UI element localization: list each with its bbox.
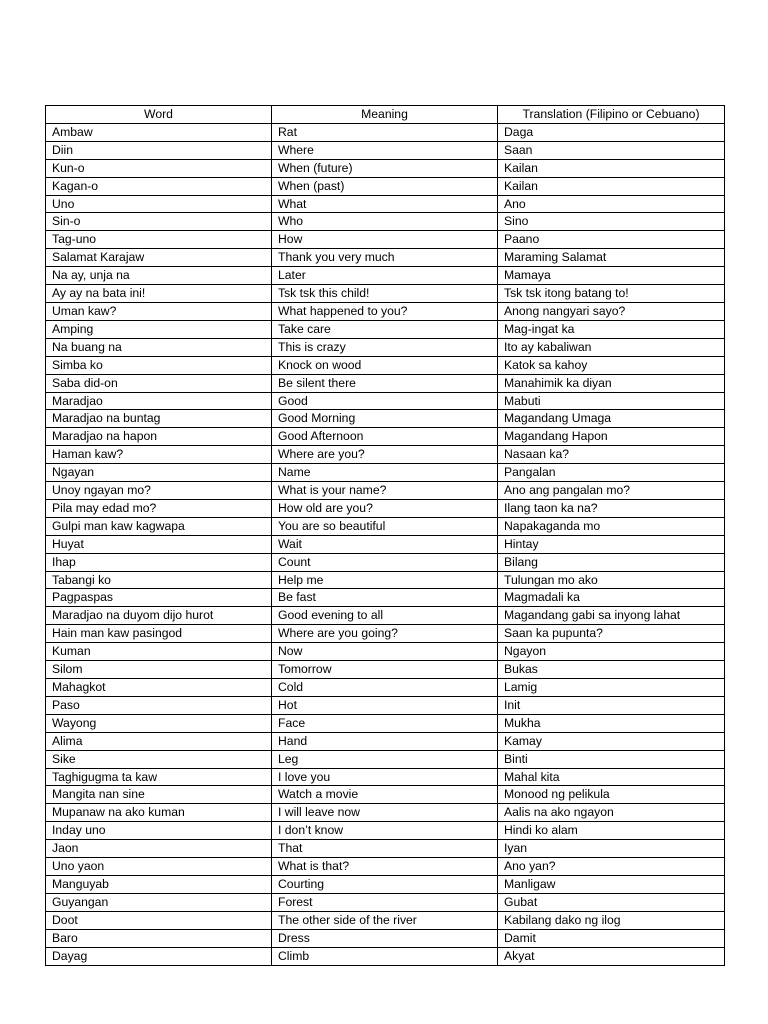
cell-translation: Katok sa kahoy <box>498 356 725 374</box>
cell-translation: Saan ka pupunta? <box>498 625 725 643</box>
table-row <box>46 768 725 786</box>
cell-word: Ambaw <box>46 123 272 141</box>
cell-word: Sike <box>46 750 272 768</box>
table-row <box>46 679 725 697</box>
cell-translation: Hintay <box>498 535 725 553</box>
cell-meaning: Name <box>272 464 498 482</box>
cell-word: Jaon <box>46 840 272 858</box>
cell-meaning: Good evening to all <box>272 607 498 625</box>
cell-word: Saba did-on <box>46 374 272 392</box>
table-row <box>46 822 725 840</box>
cell-meaning: Now <box>272 643 498 661</box>
cell-meaning: Good <box>272 392 498 410</box>
cell-meaning: Watch a movie <box>272 786 498 804</box>
cell-meaning: Forest <box>272 893 498 911</box>
cell-meaning: Later <box>272 267 498 285</box>
cell-translation: Daga <box>498 123 725 141</box>
cell-word: Silom <box>46 661 272 679</box>
cell-word: Unoy ngayan mo? <box>46 482 272 500</box>
cell-translation: Kabilang dako ng ilog <box>498 911 725 929</box>
table-row <box>46 786 725 804</box>
cell-translation: Monood ng pelikula <box>498 786 725 804</box>
table-row <box>46 482 725 500</box>
header-row <box>46 106 725 124</box>
cell-word: Amping <box>46 320 272 338</box>
table-row <box>46 446 725 464</box>
cell-word: Manguyab <box>46 875 272 893</box>
cell-word: Taghigugma ta kaw <box>46 768 272 786</box>
cell-translation: Sino <box>498 213 725 231</box>
table-row <box>46 141 725 159</box>
table-row <box>46 195 725 213</box>
cell-meaning: Leg <box>272 750 498 768</box>
cell-meaning: That <box>272 840 498 858</box>
cell-meaning: What happened to you? <box>272 302 498 320</box>
cell-translation: Saan <box>498 141 725 159</box>
vocabulary-table <box>45 105 725 966</box>
table-row <box>46 947 725 965</box>
cell-word: Ay ay na bata ini! <box>46 285 272 303</box>
table-row <box>46 338 725 356</box>
cell-translation: Kailan <box>498 159 725 177</box>
cell-meaning: What is that? <box>272 858 498 876</box>
cell-translation: Init <box>498 696 725 714</box>
cell-translation: Maraming Salamat <box>498 249 725 267</box>
cell-translation: Manahimik ka diyan <box>498 374 725 392</box>
cell-meaning: Be fast <box>272 589 498 607</box>
cell-word: Na ay, unja na <box>46 267 272 285</box>
table-row <box>46 356 725 374</box>
table-row <box>46 464 725 482</box>
cell-meaning: Knock on wood <box>272 356 498 374</box>
cell-word: Hain man kaw pasingod <box>46 625 272 643</box>
cell-translation: Bilang <box>498 553 725 571</box>
cell-meaning: You are so beautiful <box>272 517 498 535</box>
table-row <box>46 535 725 553</box>
cell-word: Maradjao na hapon <box>46 428 272 446</box>
cell-meaning: Be silent there <box>272 374 498 392</box>
cell-translation: Magandang Hapon <box>498 428 725 446</box>
cell-word: Dayag <box>46 947 272 965</box>
cell-translation: Ngayon <box>498 643 725 661</box>
table-row <box>46 696 725 714</box>
cell-translation: Magandang Umaga <box>498 410 725 428</box>
table-body <box>46 123 725 965</box>
table-row <box>46 893 725 911</box>
cell-word: Uman kaw? <box>46 302 272 320</box>
cell-word: Alima <box>46 732 272 750</box>
table-row <box>46 410 725 428</box>
cell-meaning: Hot <box>272 696 498 714</box>
cell-word: Paso <box>46 696 272 714</box>
table-row <box>46 750 725 768</box>
cell-word: Ngayan <box>46 464 272 482</box>
cell-meaning: I will leave now <box>272 804 498 822</box>
cell-word: Baro <box>46 929 272 947</box>
cell-translation: Magandang gabi sa inyong lahat <box>498 607 725 625</box>
cell-translation: Akyat <box>498 947 725 965</box>
cell-word: Pila may edad mo? <box>46 499 272 517</box>
table-row <box>46 571 725 589</box>
cell-word: Pagpaspas <box>46 589 272 607</box>
cell-translation: Iyan <box>498 840 725 858</box>
cell-translation: Mahal kita <box>498 768 725 786</box>
table-row <box>46 123 725 141</box>
cell-translation: Hindi ko alam <box>498 822 725 840</box>
table-row <box>46 929 725 947</box>
table-row <box>46 499 725 517</box>
cell-translation: Kamay <box>498 732 725 750</box>
table-row <box>46 661 725 679</box>
cell-translation: Anong nangyari sayo? <box>498 302 725 320</box>
table-row <box>46 643 725 661</box>
cell-meaning: The other side of the river <box>272 911 498 929</box>
cell-word: Tabangi ko <box>46 571 272 589</box>
cell-word: Simba ko <box>46 356 272 374</box>
cell-word: Maradjao na duyom dijo hurot <box>46 607 272 625</box>
cell-meaning: Thank you very much <box>272 249 498 267</box>
cell-meaning: Count <box>272 553 498 571</box>
table-row <box>46 213 725 231</box>
table-row <box>46 858 725 876</box>
cell-translation: Mamaya <box>498 267 725 285</box>
cell-word: Wayong <box>46 714 272 732</box>
header-word: Word <box>46 106 272 124</box>
cell-translation: Tsk tsk itong batang to! <box>498 285 725 303</box>
header-meaning: Meaning <box>272 106 498 124</box>
cell-word: Uno <box>46 195 272 213</box>
table-row <box>46 177 725 195</box>
cell-meaning: Who <box>272 213 498 231</box>
cell-word: Inday uno <box>46 822 272 840</box>
cell-meaning: Where are you? <box>272 446 498 464</box>
cell-meaning: When (future) <box>272 159 498 177</box>
cell-meaning: Dress <box>272 929 498 947</box>
cell-meaning: Where are you going? <box>272 625 498 643</box>
table-row <box>46 625 725 643</box>
cell-meaning: Good Morning <box>272 410 498 428</box>
cell-translation: Mag-ingat ka <box>498 320 725 338</box>
cell-translation: Aalis na ako ngayon <box>498 804 725 822</box>
cell-meaning: What is your name? <box>272 482 498 500</box>
cell-translation: Pangalan <box>498 464 725 482</box>
cell-meaning: Courting <box>272 875 498 893</box>
cell-meaning: What <box>272 195 498 213</box>
table-row <box>46 589 725 607</box>
cell-word: Kagan-o <box>46 177 272 195</box>
cell-word: Kun-o <box>46 159 272 177</box>
cell-word: Guyangan <box>46 893 272 911</box>
cell-word: Kuman <box>46 643 272 661</box>
cell-meaning: Tsk tsk this child! <box>272 285 498 303</box>
cell-meaning: This is crazy <box>272 338 498 356</box>
cell-meaning: Wait <box>272 535 498 553</box>
table-row <box>46 714 725 732</box>
cell-word: Diin <box>46 141 272 159</box>
cell-meaning: Rat <box>272 123 498 141</box>
table-row <box>46 302 725 320</box>
header-translation: Translation (Filipino or Cebuano) <box>498 106 725 124</box>
cell-meaning: Tomorrow <box>272 661 498 679</box>
table-row <box>46 374 725 392</box>
cell-meaning: Hand <box>272 732 498 750</box>
cell-translation: Napakaganda mo <box>498 517 725 535</box>
cell-translation: Ano ang pangalan mo? <box>498 482 725 500</box>
cell-meaning: How <box>272 231 498 249</box>
cell-word: Maradjao na buntag <box>46 410 272 428</box>
table-row <box>46 159 725 177</box>
cell-translation: Ano yan? <box>498 858 725 876</box>
cell-translation: Ilang taon ka na? <box>498 499 725 517</box>
cell-meaning: I don’t know <box>272 822 498 840</box>
cell-word: Doot <box>46 911 272 929</box>
table-row <box>46 249 725 267</box>
cell-meaning: Climb <box>272 947 498 965</box>
cell-meaning: Where <box>272 141 498 159</box>
cell-translation: Binti <box>498 750 725 768</box>
cell-translation: Tulungan mo ako <box>498 571 725 589</box>
table-row <box>46 320 725 338</box>
cell-translation: Damit <box>498 929 725 947</box>
table-row <box>46 911 725 929</box>
table-row <box>46 607 725 625</box>
cell-word: Tag-uno <box>46 231 272 249</box>
cell-word: Mupanaw na ako kuman <box>46 804 272 822</box>
table-row <box>46 267 725 285</box>
table-row <box>46 231 725 249</box>
cell-word: Sin-o <box>46 213 272 231</box>
table-row <box>46 517 725 535</box>
cell-translation: Ito ay kabaliwan <box>498 338 725 356</box>
cell-word: Mangita nan sine <box>46 786 272 804</box>
cell-translation: Mukha <box>498 714 725 732</box>
cell-meaning: I love you <box>272 768 498 786</box>
cell-translation: Magmadali ka <box>498 589 725 607</box>
cell-translation: Paano <box>498 231 725 249</box>
cell-translation: Mabuti <box>498 392 725 410</box>
cell-word: Na buang na <box>46 338 272 356</box>
cell-translation: Bukas <box>498 661 725 679</box>
cell-translation: Gubat <box>498 893 725 911</box>
cell-word: Mahagkot <box>46 679 272 697</box>
cell-meaning: Good Afternoon <box>272 428 498 446</box>
cell-word: Ihap <box>46 553 272 571</box>
cell-translation: Manligaw <box>498 875 725 893</box>
table-row <box>46 840 725 858</box>
cell-word: Uno yaon <box>46 858 272 876</box>
cell-word: Huyat <box>46 535 272 553</box>
cell-translation: Nasaan ka? <box>498 446 725 464</box>
cell-translation: Kailan <box>498 177 725 195</box>
table-row <box>46 428 725 446</box>
cell-translation: Lamig <box>498 679 725 697</box>
cell-translation: Ano <box>498 195 725 213</box>
table-row <box>46 553 725 571</box>
cell-meaning: Help me <box>272 571 498 589</box>
cell-word: Maradjao <box>46 392 272 410</box>
cell-meaning: When (past) <box>272 177 498 195</box>
cell-word: Haman kaw? <box>46 446 272 464</box>
cell-meaning: Take care <box>272 320 498 338</box>
table-row <box>46 804 725 822</box>
cell-word: Gulpi man kaw kagwapa <box>46 517 272 535</box>
table-row <box>46 285 725 303</box>
table-row <box>46 392 725 410</box>
cell-meaning: Cold <box>272 679 498 697</box>
cell-word: Salamat Karajaw <box>46 249 272 267</box>
cell-meaning: Face <box>272 714 498 732</box>
table-row <box>46 732 725 750</box>
cell-meaning: How old are you? <box>272 499 498 517</box>
table-row <box>46 875 725 893</box>
